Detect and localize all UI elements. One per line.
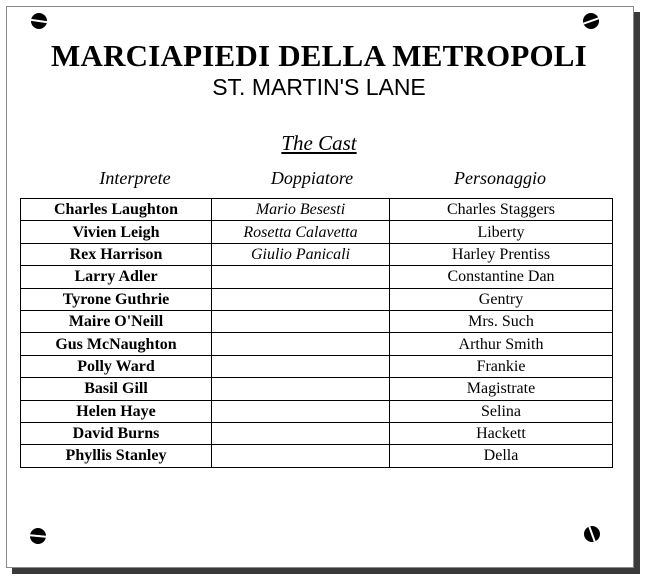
dubber-cell: Rosetta Calavetta [212, 221, 390, 243]
column-header-personaggio: Personaggio [454, 168, 546, 188]
actor-cell: Rex Harrison [21, 243, 212, 265]
screw-icon [30, 528, 46, 544]
table-row [21, 333, 613, 355]
dubber-cell: Giulio Panicali [212, 243, 390, 265]
cast-heading: The Cast [281, 131, 357, 155]
character-cell: Selina [390, 400, 613, 422]
dubber-cell [212, 355, 390, 377]
table-row [21, 310, 613, 332]
table-row [21, 288, 613, 310]
table-row [21, 266, 613, 288]
actor-cell: Tyrone Guthrie [21, 288, 212, 310]
character-cell: Charles Staggers [390, 199, 613, 221]
character-cell: Liberty [390, 221, 613, 243]
table-row [21, 378, 613, 400]
actor-cell: Basil Gill [21, 378, 212, 400]
character-cell: Mrs. Such [390, 310, 613, 332]
table-row [21, 400, 613, 422]
cast-table-body [21, 199, 613, 468]
actor-cell: Polly Ward [21, 355, 212, 377]
character-cell: Della [390, 445, 613, 467]
actor-cell: Maire O'Neill [21, 310, 212, 332]
dubber-cell [212, 310, 390, 332]
dubber-cell [212, 378, 390, 400]
table-row [21, 445, 613, 467]
column-header-doppiatore: Doppiatore [270, 168, 354, 188]
dubber-cell [212, 445, 390, 467]
screw-icon [583, 13, 599, 29]
column-header-interprete: Interprete [99, 168, 171, 188]
page-subtitle: ST. MARTIN'S LANE [212, 74, 426, 100]
table-row [21, 243, 613, 265]
cast-table [20, 198, 613, 468]
page-title: MARCIAPIEDI DELLA METROPOLI [51, 38, 587, 73]
screw-icon [584, 526, 600, 542]
table-row [21, 355, 613, 377]
actor-cell: Larry Adler [21, 266, 212, 288]
character-cell: Frankie [390, 355, 613, 377]
actor-cell: Helen Haye [21, 400, 212, 422]
dubber-cell [212, 288, 390, 310]
dubber-cell [212, 400, 390, 422]
character-cell: Harley Prentiss [390, 243, 613, 265]
character-cell: Hackett [390, 422, 613, 444]
actor-cell: Vivien Leigh [21, 221, 212, 243]
dubber-cell [212, 266, 390, 288]
table-row [21, 221, 613, 243]
dubber-cell: Mario Besesti [212, 199, 390, 221]
table-row [21, 422, 613, 444]
character-cell: Constantine Dan [390, 266, 613, 288]
dubber-cell [212, 333, 390, 355]
actor-cell: David Burns [21, 422, 212, 444]
table-row [21, 199, 613, 221]
character-cell: Magistrate [390, 378, 613, 400]
dubber-cell [212, 422, 390, 444]
actor-cell: Gus McNaughton [21, 333, 212, 355]
character-cell: Arthur Smith [390, 333, 613, 355]
character-cell: Gentry [390, 288, 613, 310]
screw-icon [31, 13, 47, 29]
actor-cell: Charles Laughton [21, 199, 212, 221]
actor-cell: Phyllis Stanley [21, 445, 212, 467]
